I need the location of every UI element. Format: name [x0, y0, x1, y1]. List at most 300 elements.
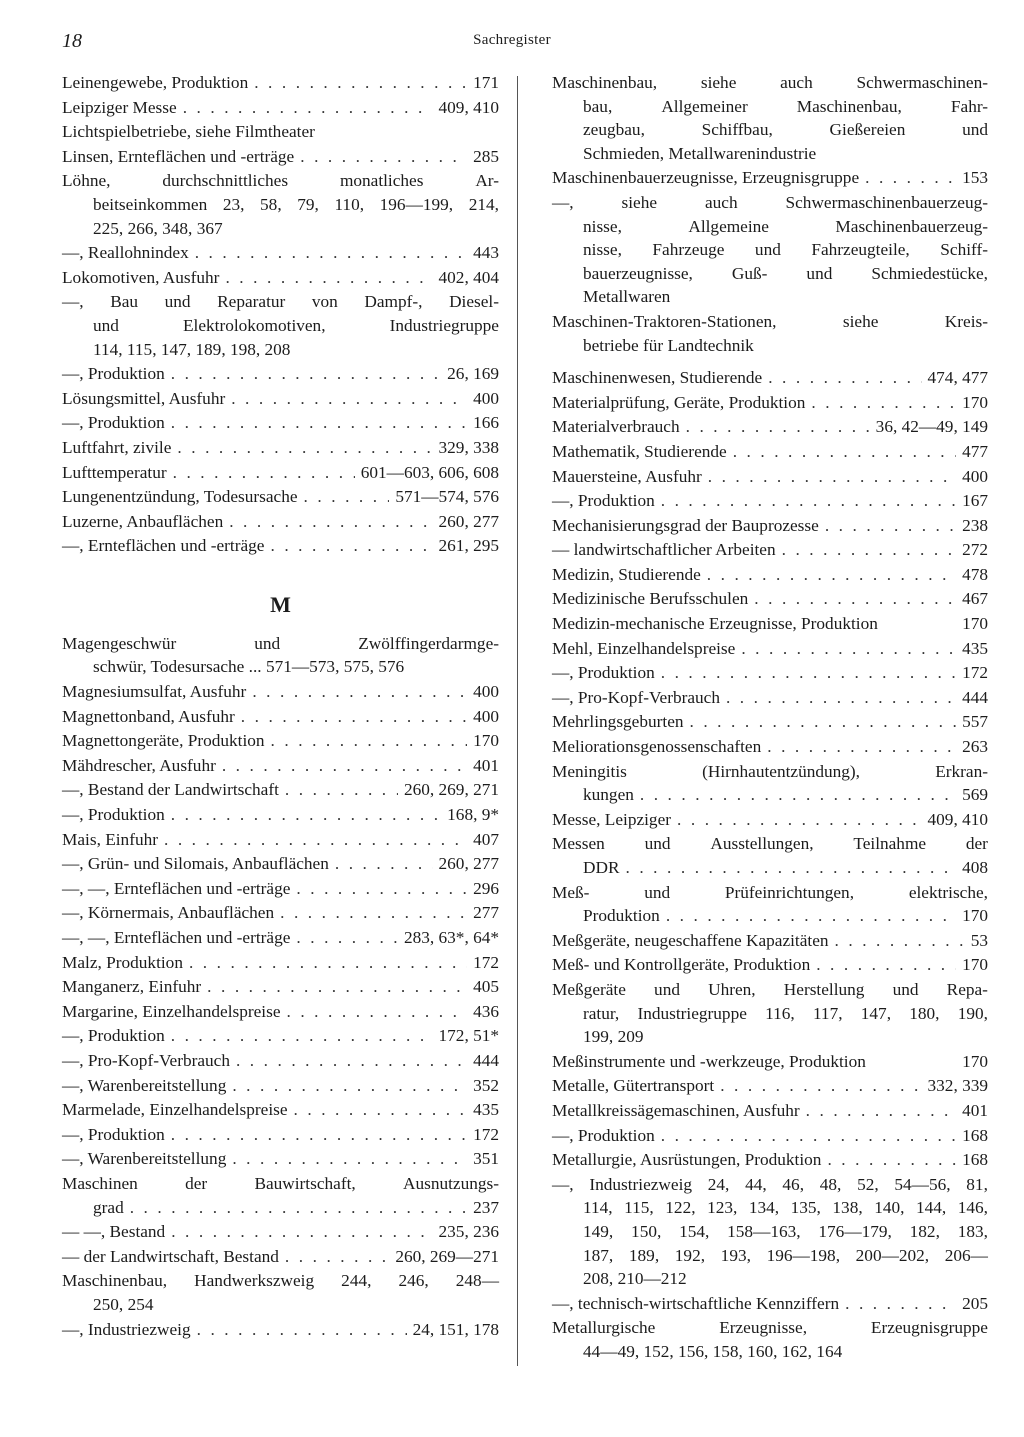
- entry-line: [552, 1267, 988, 1291]
- index-entry: [62, 411, 499, 435]
- entry-text: Materialprüfung, Geräte, Produktion: [552, 392, 806, 412]
- index-entry: [552, 514, 988, 538]
- page-reference: 409, 410: [438, 97, 499, 117]
- index-entry: [62, 754, 499, 778]
- entry-line: [552, 142, 988, 166]
- dot-leader: [171, 411, 467, 435]
- entry-line: [62, 951, 499, 975]
- entry-line: [62, 145, 499, 169]
- index-entry: [62, 975, 499, 999]
- entry-line: [552, 856, 988, 880]
- entry-text: —, Produktion: [62, 1026, 165, 1046]
- dot-leader: [806, 1099, 956, 1123]
- index-entry: [62, 485, 499, 509]
- dot-leader: [241, 705, 467, 729]
- entry-text: schwür, Todesursache ... 571—573, 575, 576: [93, 657, 405, 677]
- entry-text: grad: [93, 1197, 124, 1217]
- dot-leader: [865, 166, 956, 190]
- page-reference: 352: [473, 1075, 499, 1095]
- entry-line: [62, 217, 499, 241]
- entry-line: [552, 334, 988, 358]
- entry-line: [62, 1098, 499, 1122]
- entry-text: Lokomotiven, Ausfuhr: [62, 267, 220, 287]
- entry-text: Magnettonband, Ausfuhr: [62, 706, 235, 726]
- dot-leader: [640, 783, 956, 807]
- index-entry: [62, 169, 499, 240]
- entry-line-justified: Maschinen der Bauwirtschaft, Ausnutzungs-: [62, 1173, 499, 1193]
- index-entry: [62, 729, 499, 753]
- entry-line: [62, 1220, 499, 1244]
- index-entry: [552, 1099, 988, 1123]
- page-reference: 400: [473, 706, 499, 726]
- dot-leader: [845, 1292, 956, 1316]
- entry-text: —, technisch-wirtschaftliche Kennziffern: [552, 1293, 840, 1313]
- page-reference: 168, 9*: [447, 805, 499, 825]
- entry-line: [62, 411, 499, 435]
- entry-line: [62, 1074, 499, 1098]
- entry-line: [62, 534, 499, 558]
- dot-leader: [666, 904, 956, 928]
- page-reference: 168: [962, 1150, 988, 1170]
- entry-line: [552, 929, 988, 953]
- index-entry: [552, 661, 988, 685]
- page-reference: 478: [962, 564, 988, 584]
- entry-line: [62, 877, 499, 901]
- page-reference: 260, 269, 271: [403, 780, 499, 800]
- page-reference: 408: [962, 858, 988, 877]
- page-reference: 569: [962, 785, 988, 805]
- page-reference: 351: [473, 1149, 499, 1169]
- index-entry: [62, 241, 499, 265]
- index-entry: [552, 881, 988, 928]
- entry-line: [552, 1340, 988, 1364]
- dot-leader: [130, 1196, 467, 1220]
- entry-line: [552, 1025, 988, 1049]
- entry-line: [62, 778, 499, 802]
- index-entry: [552, 637, 988, 661]
- entry-text: Medizin-mechanische Erzeugnisse, Produktion: [552, 614, 878, 634]
- entry-line-justified: —, Industriezweig 24, 44, 46, 48, 52, 54—56, 81,: [552, 1174, 988, 1194]
- page-reference: 171: [473, 73, 499, 92]
- entry-text: Medizinische Berufsschulen: [552, 589, 749, 609]
- entry-text: Marmelade, Einzelhandelspreise: [62, 1100, 288, 1120]
- entry-line: [62, 1318, 499, 1342]
- entry-line: [62, 754, 499, 778]
- entry-line: [62, 655, 499, 679]
- entry-line: [552, 1099, 988, 1123]
- dot-leader: [232, 1147, 467, 1171]
- entry-text: —, Produktion: [62, 1124, 165, 1144]
- index-entry: [62, 1049, 499, 1073]
- dot-leader: [707, 563, 956, 587]
- index-entry: [552, 538, 988, 562]
- dot-leader: [225, 266, 432, 290]
- entry-line-justified: Meß- und Prüfeinrichtungen, elektrische,: [552, 882, 988, 902]
- index-entry: [62, 1098, 499, 1122]
- entry-text: —, Produktion: [552, 491, 655, 511]
- entry-text: —, Pro-Kopf-Verbrauch: [62, 1050, 230, 1070]
- dot-leader: [207, 975, 467, 999]
- entry-line: [552, 1292, 988, 1316]
- entry-text: 250, 254: [93, 1294, 154, 1314]
- entry-text: Mathematik, Studierende: [552, 441, 727, 461]
- dot-leader: [173, 461, 355, 485]
- dot-leader: [304, 485, 390, 509]
- dot-leader: [270, 534, 432, 558]
- entry-line: [552, 489, 988, 513]
- page-reference: 435: [962, 638, 988, 658]
- entry-text: Margarine, Einzelhandelspreise: [62, 1001, 281, 1021]
- index-entry: [62, 1245, 499, 1269]
- entry-line: [552, 563, 988, 587]
- page-reference: 36, 42—49, 149: [875, 417, 988, 437]
- entry-text: 225, 266, 348, 367: [93, 218, 223, 238]
- dot-leader: [686, 415, 870, 439]
- page-reference: 444: [962, 687, 988, 707]
- dot-leader: [726, 686, 956, 710]
- index-entry: [62, 120, 499, 144]
- entry-line-justified: bau, Allgemeiner Maschinenbau, Fahr-: [583, 96, 988, 116]
- entry-line: [62, 266, 499, 290]
- dot-leader: [300, 145, 467, 169]
- index-entry: [62, 71, 499, 95]
- entry-line: [552, 783, 988, 807]
- index-entry: [62, 145, 499, 169]
- entry-line: [552, 285, 988, 309]
- page-reference: 235, 236: [438, 1222, 499, 1242]
- entry-text: Lichtspielbetriebe, siehe Filmtheater: [62, 122, 315, 142]
- entry-text: Meßinstrumente und -werkzeuge, Produktion: [552, 1051, 866, 1071]
- entry-line: [62, 926, 499, 950]
- page-reference: 444: [473, 1050, 499, 1070]
- entry-text: Meliorationsgenossenschaften: [552, 737, 762, 757]
- entry-line: [552, 710, 988, 734]
- page-reference: 296: [473, 878, 499, 898]
- dot-leader: [754, 587, 956, 611]
- entry-line: [552, 612, 988, 636]
- index-entry: [62, 877, 499, 901]
- entry-text: — —, Bestand: [62, 1222, 166, 1242]
- index-entry: [62, 680, 499, 704]
- index-entry: [62, 1147, 499, 1171]
- page-number: 18: [62, 30, 82, 52]
- dot-leader: [811, 391, 956, 415]
- entry-line: [552, 1124, 988, 1148]
- page-reference: 238: [962, 515, 988, 535]
- entry-line-justified: ratur, Industriegruppe 116, 117, 147, 180, 190,: [583, 1003, 988, 1023]
- dot-leader: [677, 808, 922, 832]
- entry-line: [62, 680, 499, 704]
- index-entry: [62, 828, 499, 852]
- entry-line: [552, 661, 988, 685]
- entry-line: [552, 391, 988, 415]
- entry-text: —, Warenbereitstellung: [62, 1149, 227, 1169]
- page-reference: 170: [962, 614, 988, 634]
- page-reference: 170: [962, 955, 988, 975]
- dot-leader: [285, 778, 398, 802]
- index-entry: [62, 510, 499, 534]
- page-reference: 170: [473, 731, 499, 751]
- entry-line-justified: 187, 189, 192, 193, 196—198, 200—202, 206—: [583, 1245, 988, 1265]
- entry-line-justified: Löhne, durchschnittliches monatliches Ar-: [62, 171, 499, 191]
- page-reference: 283, 63*, 64*: [403, 928, 499, 947]
- entry-line: [62, 1000, 499, 1024]
- entry-line: [552, 808, 988, 832]
- dot-leader: [782, 538, 956, 562]
- entry-line: [552, 637, 988, 661]
- page-reference: 405: [473, 977, 499, 997]
- entry-line-justified: bauerzeugnisse, Guß- und Schmiedestücke,: [583, 263, 988, 283]
- page-reference: 167: [962, 491, 988, 511]
- entry-line: [62, 705, 499, 729]
- entry-text: Maschinenbauerzeugnisse, Erzeugnisgruppe: [552, 168, 860, 188]
- entry-line: [62, 1147, 499, 1171]
- dot-leader: [177, 436, 432, 460]
- index-entry: [62, 387, 499, 411]
- entry-text: kungen: [583, 785, 634, 805]
- entry-text: Mauersteine, Ausfuhr: [552, 466, 702, 486]
- dot-leader: [661, 1124, 956, 1148]
- page-reference: 474, 477: [927, 368, 988, 388]
- entry-text: Lufttemperatur: [62, 462, 167, 482]
- entry-line-justified: 149, 150, 154, 158—163, 176—179, 182, 183,: [583, 1221, 988, 1241]
- entry-text: Meßgeräte, neugeschaffene Kapazitäten: [552, 930, 829, 950]
- entry-text: betriebe für Landtechnik: [583, 335, 754, 355]
- column-divider: [517, 76, 518, 1366]
- entry-line: [552, 1050, 988, 1074]
- index-entry: [62, 1024, 499, 1048]
- entry-line: [62, 803, 499, 827]
- page-reference: 400: [473, 388, 499, 408]
- index-entry: [552, 832, 988, 879]
- dot-leader: [164, 828, 467, 852]
- entry-text: Luftfahrt, zivile: [62, 437, 172, 457]
- page-reference: 571—574, 576: [395, 487, 499, 507]
- entry-line: [62, 71, 499, 95]
- page-reference: 261, 295: [438, 536, 499, 556]
- entry-text: Materialverbrauch: [552, 417, 680, 437]
- page-reference: 443: [473, 243, 499, 263]
- page-reference: 557: [962, 712, 988, 732]
- entry-line-justified: zeugbau, Schiffbau, Gießereien und: [583, 120, 988, 140]
- page-reference: 53: [970, 930, 988, 950]
- index-entry: [62, 1172, 499, 1219]
- entry-text: Malz, Produktion: [62, 952, 183, 972]
- entry-line: [62, 1123, 499, 1147]
- entry-text: —, —, Ernteflächen und -erträge: [62, 878, 291, 898]
- index-entry: [62, 461, 499, 485]
- dot-leader: [195, 241, 467, 265]
- entry-line: [62, 852, 499, 876]
- dot-leader: [741, 637, 956, 661]
- index-entry: [552, 808, 988, 832]
- entry-text: Messe, Leipziger: [552, 809, 672, 829]
- index-entry: [62, 926, 499, 950]
- dot-leader: [232, 1074, 467, 1098]
- index-entry: [62, 1074, 499, 1098]
- page-reference: 205: [962, 1293, 988, 1313]
- index-entry: [552, 563, 988, 587]
- page-reference: 401: [962, 1100, 988, 1120]
- index-entry: [62, 1220, 499, 1244]
- entry-text: Magnesiumsulfat, Ausfuhr: [62, 682, 247, 702]
- entry-line-justified: 114, 115, 122, 123, 134, 135, 138, 140, 144, 146,: [583, 1198, 988, 1218]
- index-entry: [552, 1292, 988, 1316]
- page-reference: 237: [473, 1197, 499, 1217]
- page-reference: 277: [473, 903, 499, 923]
- index-entry: [62, 1000, 499, 1024]
- page-reference: 477: [962, 441, 988, 461]
- entry-text: Manganerz, Einfuhr: [62, 977, 202, 997]
- entry-text: —, Produktion: [552, 1125, 655, 1145]
- entry-text: Leipziger Messe: [62, 97, 177, 117]
- index-entry: [62, 803, 499, 827]
- page-reference: 467: [962, 589, 988, 609]
- entry-line: [62, 1196, 499, 1220]
- page-reference: 172: [962, 663, 988, 683]
- dot-leader: [280, 901, 467, 925]
- entry-text: —, Produktion: [552, 663, 655, 683]
- entry-text: —, Ernteflächen und -erträge: [62, 536, 265, 556]
- page-reference: 400: [473, 682, 499, 702]
- entry-text: Metalle, Gütertransport: [552, 1076, 715, 1096]
- dot-leader: [296, 877, 467, 901]
- dot-leader: [661, 661, 956, 685]
- page-reference: 436: [473, 1001, 499, 1021]
- entry-line: [62, 362, 499, 386]
- entry-text: —, Körnermais, Anbauflächen: [62, 903, 275, 923]
- index-entry: [62, 852, 499, 876]
- index-entry: [552, 978, 988, 1049]
- entry-line: [62, 1024, 499, 1048]
- index-entry: [552, 735, 988, 759]
- entry-line: [62, 1293, 499, 1317]
- entry-text: Metallurgie, Ausrüstungen, Produktion: [552, 1150, 822, 1170]
- index-entry: [552, 760, 988, 807]
- dot-leader: [189, 951, 467, 975]
- index-entry: [552, 1148, 988, 1172]
- entry-text: —, —, Ernteflächen und -erträge: [62, 928, 291, 947]
- dot-leader: [720, 1074, 921, 1098]
- page-reference: 272: [962, 540, 988, 560]
- index-entry: [62, 96, 499, 120]
- page-reference: 435: [473, 1100, 499, 1120]
- entry-line: [552, 415, 988, 439]
- entry-text: 208, 210—212: [583, 1269, 687, 1289]
- dot-leader: [183, 96, 433, 120]
- page-reference: 170: [962, 392, 988, 412]
- entry-text: — landwirtschaftlicher Arbeiten: [552, 540, 776, 560]
- entry-line: [552, 1148, 988, 1172]
- dot-leader: [626, 856, 957, 880]
- index-entry: [62, 534, 499, 558]
- entry-line: [62, 338, 499, 362]
- entry-line-justified: Magengeschwür und Zwölffingerdarmge-: [62, 633, 499, 653]
- entry-line: [552, 166, 988, 190]
- index-entry: [552, 1173, 988, 1291]
- index-entry: [62, 362, 499, 386]
- dot-leader: [171, 1220, 432, 1244]
- running-title: Sachregister: [473, 32, 551, 48]
- index-entry: [552, 166, 988, 190]
- dot-leader: [285, 1245, 389, 1269]
- entry-text: —, Warenbereitstellung: [62, 1075, 227, 1095]
- dot-leader: [690, 710, 957, 734]
- dot-leader: [229, 510, 432, 534]
- entry-text: Mais, Einfuhr: [62, 829, 158, 849]
- entry-line: [62, 975, 499, 999]
- spacer: [552, 358, 988, 366]
- entry-text: —, Produktion: [62, 413, 165, 433]
- index-entry: [552, 489, 988, 513]
- index-entry: [552, 391, 988, 415]
- index-entry: [552, 686, 988, 710]
- entry-text: Schmieden, Metallwarenindustrie: [583, 143, 817, 163]
- entry-line: [552, 904, 988, 928]
- entry-line-justified: —, Bau und Reparatur von Dampf-, Diesel-: [62, 292, 499, 312]
- entry-line: [552, 440, 988, 464]
- dot-leader: [171, 1123, 467, 1147]
- page-reference: 402, 404: [438, 267, 499, 287]
- entry-line: [552, 465, 988, 489]
- entry-text: —, Industriezweig: [62, 1319, 191, 1339]
- entry-line: [62, 828, 499, 852]
- index-entry: [552, 71, 988, 165]
- entry-line-justified: Meningitis (Hirnhautentzündung), Erkran-: [552, 761, 988, 781]
- entry-line-justified: und Elektrolokomotiven, Industriegruppe: [93, 315, 499, 335]
- dot-leader: [197, 1318, 407, 1342]
- entry-line: [552, 514, 988, 538]
- left-column: [62, 71, 499, 1342]
- entry-text: — der Landwirtschaft, Bestand: [62, 1246, 279, 1266]
- entry-line: [552, 366, 988, 390]
- entry-line-justified: Maschinen-Traktoren-Stationen, siehe Kreis-: [552, 311, 988, 331]
- index-entry: [62, 705, 499, 729]
- dot-leader: [335, 852, 433, 876]
- page-reference: 401: [473, 755, 499, 775]
- index-entry: [62, 1123, 499, 1147]
- dot-leader: [171, 1024, 433, 1048]
- dot-leader: [254, 71, 467, 95]
- index-entry: [62, 436, 499, 460]
- entry-line: [62, 96, 499, 120]
- entry-text: 44—49, 152, 156, 158, 160, 162, 164: [583, 1341, 843, 1361]
- entry-text: Metallwaren: [583, 287, 671, 307]
- page-reference: 407: [473, 829, 499, 849]
- page-reference: 263: [962, 737, 988, 757]
- index-entry: [62, 290, 499, 361]
- entry-line-justified: beitseinkommen 23, 58, 79, 110, 196—199, 214,: [93, 194, 499, 214]
- entry-text: Mehrlingsgeburten: [552, 712, 684, 732]
- index-entry: [62, 778, 499, 802]
- page-reference: 400: [962, 466, 988, 486]
- entry-text: —, Produktion: [62, 364, 165, 384]
- index-entry: [552, 929, 988, 953]
- dot-leader: [835, 929, 965, 953]
- dot-leader: [661, 489, 956, 513]
- entry-text: Lösungsmittel, Ausfuhr: [62, 388, 226, 408]
- entry-line: [62, 510, 499, 534]
- entry-line-justified: Maschinenbau, Handwerkszweig 244, 246, 248—: [62, 1271, 499, 1291]
- entry-text: —, Bestand der Landwirtschaft: [62, 780, 279, 800]
- page-reference: 24, 151, 178: [412, 1319, 499, 1339]
- dot-leader: [825, 514, 956, 538]
- index-entry: [552, 1316, 988, 1363]
- page-reference: 26, 169: [447, 364, 499, 384]
- entry-line: [62, 729, 499, 753]
- entry-line-justified: —, siehe auch Schwermaschinenbauerzeug-: [552, 192, 988, 212]
- dot-leader: [733, 440, 956, 464]
